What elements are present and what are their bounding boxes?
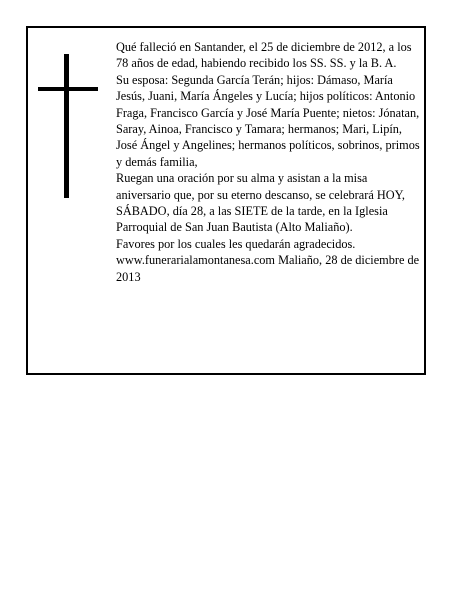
cross-horizontal-bar (38, 87, 98, 91)
cross-icon (38, 54, 98, 198)
notice-text (116, 39, 422, 285)
cross-vertical-bar (64, 54, 69, 198)
obituary-notice (26, 26, 426, 375)
mass-invitation-paragraph: Ruegan una oración por su alma y asistan a la misa aniversario que, por su eterno descanso, se celebrará HOY, SÁBADO, día 28, a las SIETE de la tarde, en la Iglesia Parroquial de San Juan Bautista (Alto Maliaño). (116, 171, 405, 235)
family-list-paragraph: Su esposa: Segunda García Terán; hijos: Dámaso, María Jesús, Juani, María Ángeles y Lucía; hijos políticos: Antonio Fraga, Francisco García y José María Puente; nietos: Jónatan, Saray, Ainoa, Francisco y Tamara; hermanos; Mari, Lipín, José Ángel y Angelines; hermanos políticos, sobrinos, primos y demás familia, (116, 72, 420, 169)
source-and-date-paragraph: www.funerarialamontanesa.com Maliaño, 28 de diciembre de 2013 (116, 253, 420, 284)
death-announcement-paragraph: Qué falleció en Santander, el 25 de diciembre de 2012, a los 78 años de edad, habiendo recibido los SS. SS. y la B. A. (116, 40, 412, 71)
thanks-paragraph: Favores por los cuales les quedarán agradecidos. (116, 236, 356, 251)
